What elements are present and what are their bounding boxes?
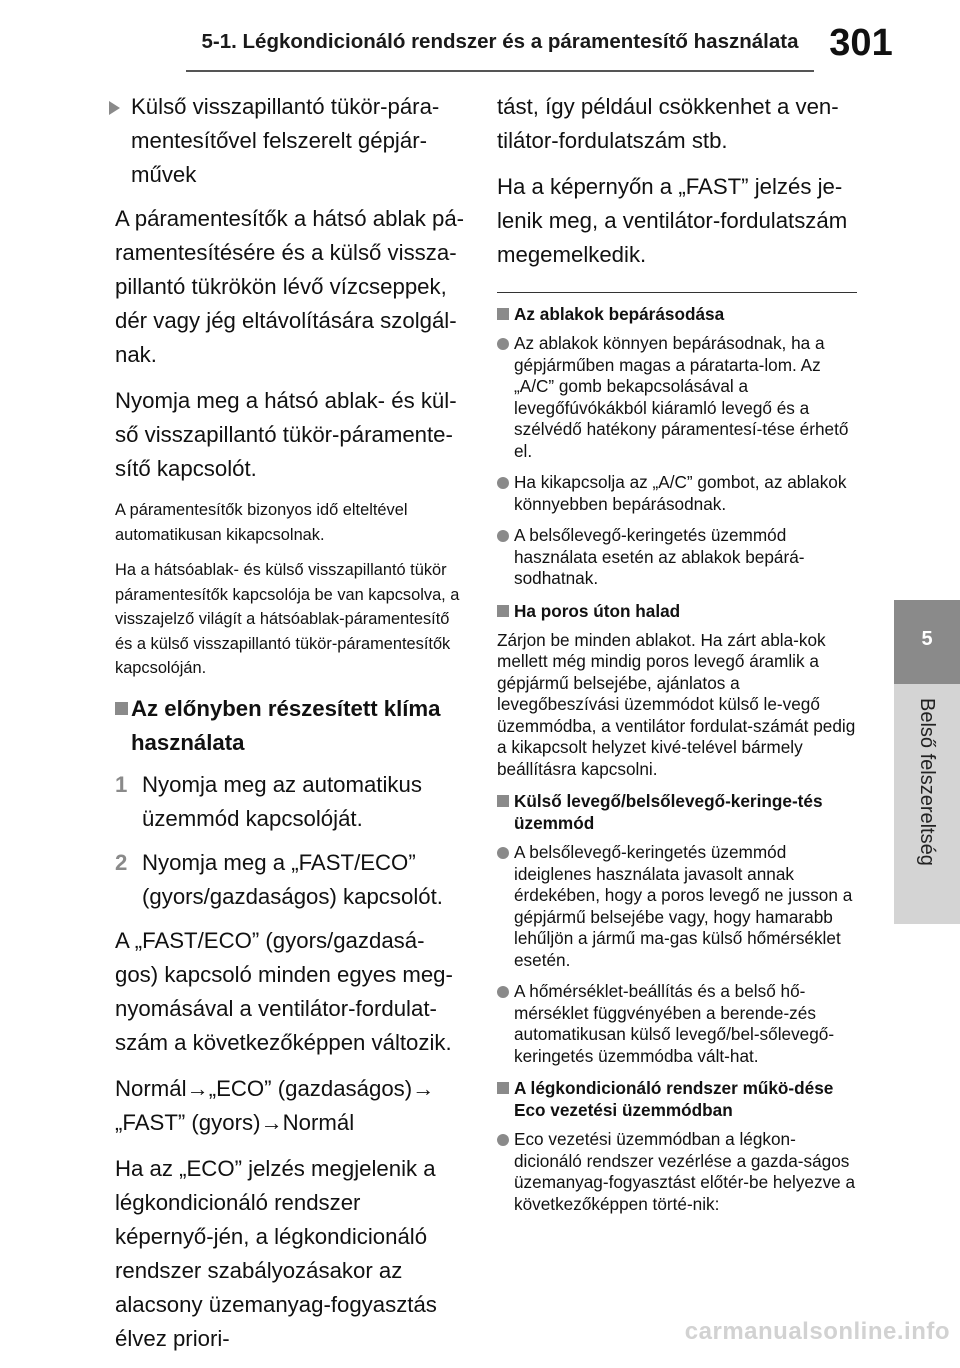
square-bullet-icon: [497, 308, 509, 320]
section-divider: [497, 292, 857, 293]
info-heading: [497, 303, 857, 325]
circle-bullet-icon: [497, 338, 509, 350]
info-bullet: [497, 842, 857, 971]
step-item: [115, 768, 465, 836]
info-paragraph: Zárjon be minden ablakot. Ha zárt abla-kok mellett még mindig poros levegő áramlik a gépjármű belsejébe, ajánlatos a levegőbeszívási üzemmódot külső le-vegő üzemmódba, a ventilátor fordulat-számát pedig a kikapcsolt helyzet kivé-telével bármely beállításra kapcsolni.: [497, 629, 856, 779]
chapter-side-tab: [894, 0, 960, 1352]
paragraph: tást, így például csökkenhet a ven-tilátor-fordulatszám stb.: [497, 94, 839, 153]
info-bullet: [497, 333, 857, 462]
info-bullet-text: A belsőlevegő-keringetés üzemmód ideiglenes használata javasolt annak érdekében, hogy a poros levegő ne jusson a gépjármű belsejébe vagy, hogy hamarabb lehűljön a jármű ma-gas külső hőmérséklet esetén.: [514, 842, 853, 970]
right-column: [497, 90, 857, 1225]
info-bullet-text: A hőmérséklet-beállítás és a belső hő-mérséklet függvényében a berende-zés automatikusan külső levegő/bel-sőlevegő-keringetés üzemmódba vált-hat.: [514, 981, 835, 1066]
info-heading-text: Ha poros úton halad: [514, 600, 681, 621]
step-text: Nyomja meg az automatikus üzemmód kapcsolóját.: [142, 771, 422, 831]
circle-bullet-icon: [497, 986, 509, 998]
triangle-item: [115, 90, 465, 192]
paragraph: Nyomja meg a hátsó ablak- és kül-ső visszapillantó tükör-páramente-sítő kapcsolót.: [115, 388, 457, 481]
info-heading-text: Az ablakok bepárásodása: [514, 304, 725, 324]
info-heading-text: Külső levegő/belsőlevegő-keringe-tés üzemmód: [514, 791, 823, 833]
watermark: carmanualsonline.info: [684, 1318, 950, 1345]
circle-bullet-icon: [497, 1134, 509, 1146]
step-text: Nyomja meg a „FAST/ECO” (gyors/gazdaságos) kapcsolót.: [142, 849, 443, 909]
info-bullet-text: Ha kikapcsolja az „A/C” gombot, az ablakok könnyebben bepárásodnak.: [514, 472, 847, 514]
circle-bullet-icon: [497, 847, 509, 859]
paragraph: Ha a képernyőn a „FAST” jelzés je-lenik meg, a ventilátor-fordulatszám megemelkedik.: [497, 174, 848, 267]
paragraph: Ha az „ECO” jelzés megjelenik a légkondicionáló rendszer képernyő-jén, a légkondicionáló rendszer szabályozásakor az alacsony üzemanyag-fogyasztás élvez priori-: [115, 1155, 437, 1351]
left-column: [115, 90, 465, 1368]
info-bullet-text: Az ablakok könnyen bepárásodnak, ha a gépjárműben magas a páratarta-lom. Az „A/C” gomb bekapcsolásával a levegőfúvókákból kiáramló levegő és a szélvédő hatékony páramentesí-tése érhető el.: [514, 333, 849, 461]
triangle-bullet-icon: [109, 101, 120, 115]
square-bullet-icon: [497, 605, 509, 617]
square-bullet-icon: [497, 795, 509, 807]
section-heading: [115, 692, 465, 760]
info-bullet: [497, 981, 857, 1067]
note-paragraph: A páramentesítők bizonyos idő elteltével automatikusan kikapcsolnak.: [115, 501, 408, 544]
info-heading-text: A légkondicionáló rendszer műkö-dése Eco vezetési üzemmódban: [514, 1078, 834, 1120]
page-title: 5-1. Légkondicionáló rendszer és a páramentesítő használata: [201, 30, 799, 53]
info-bullet: [497, 472, 857, 515]
page-header: [0, 0, 960, 86]
section-heading-text: Az előnyben részesített klíma használata: [131, 695, 441, 755]
chapter-title: Belső felszereltség: [916, 698, 938, 866]
paragraph: Normál→„ECO” (gazdaságos)→ „FAST” (gyors)→Normál: [115, 1075, 435, 1135]
info-bullet-text: Eco vezetési üzemmódban a légkon-dicionáló rendszer vezérlése a gazda-ságos üzemanyag-fogyasztást előtér-be helyezve a következőképpen törté-nik:: [514, 1129, 856, 1214]
info-bullet-text: A belsőlevegő-keringetés üzemmód használata esetén az ablakok bepárá-sodhatnak.: [514, 525, 805, 588]
paragraph: A páramentesítők a hátsó ablak pá-ramentesítésére és a külső vissza-pillantó tükrökön lévő vízcseppek, dér vagy jég eltávolítására szolgál-nak.: [115, 206, 465, 367]
step-number: 2: [115, 849, 128, 875]
step-number: 1: [115, 771, 128, 797]
square-bullet-icon: [115, 702, 128, 715]
header-divider: [186, 70, 814, 72]
info-bullet: [497, 1129, 857, 1215]
paragraph: A „FAST/ECO” (gyors/gazdasá-gos) kapcsoló minden egyes meg-nyomásával a ventilátor-fordulat-szám a következőképpen változik.: [115, 927, 453, 1055]
info-heading: [497, 790, 857, 834]
square-bullet-icon: [497, 1082, 509, 1094]
info-heading: [497, 600, 857, 622]
note-paragraph: Ha a hátsóablak- és külső visszapillantó tükör páramentesítők kapcsolója be van kapcsolva, a visszajelző világít a hátsóablak-páramentesítő és a külső visszapillantó tükör-páramentesítők kapcsolóján.: [115, 561, 460, 677]
info-heading: [497, 1077, 857, 1121]
circle-bullet-icon: [497, 477, 509, 489]
info-bullet: [497, 525, 857, 590]
page-number: 301: [829, 22, 893, 64]
circle-bullet-icon: [497, 530, 509, 542]
step-item: [115, 846, 465, 914]
chapter-number: 5: [921, 628, 933, 650]
triangle-item-text: Külső visszapillantó tükör-pára-mentesítővel felszerelt gépjár-művek: [131, 94, 440, 187]
